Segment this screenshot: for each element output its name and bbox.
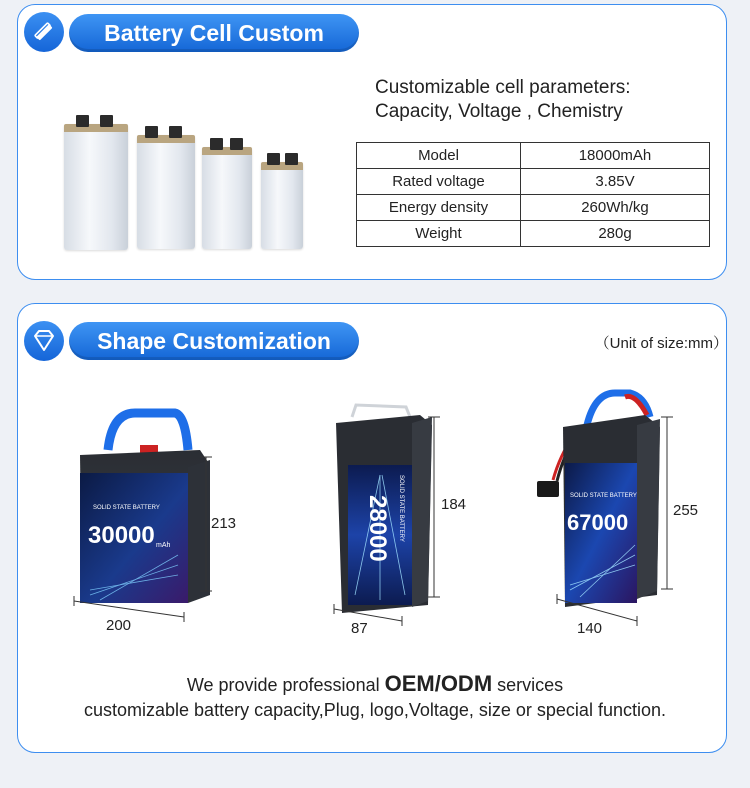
spec-value: 3.85V <box>521 169 710 195</box>
spec-value: 280g <box>521 221 710 247</box>
spec-key: Rated voltage <box>357 169 521 195</box>
cell-small <box>261 162 303 249</box>
battery-2-brand: SOLID STATE BATTERY <box>398 475 404 542</box>
battery-3-brand: SOLID STATE BATTERY <box>570 493 637 499</box>
footer-line-2: customizable battery capacity,Plug, logo,Voltage, size or special function. <box>84 700 666 720</box>
cell-parameters-text <box>375 76 631 124</box>
params-line-2: Capacity, Voltage , Chemistry <box>375 101 623 122</box>
battery-28000 <box>320 395 450 630</box>
spec-key: Model <box>357 143 521 169</box>
cell-large <box>64 124 128 250</box>
table-row <box>357 195 710 221</box>
table-row <box>357 169 710 195</box>
spec-key: Weight <box>357 221 521 247</box>
spec-value: 18000mAh <box>521 143 710 169</box>
cell-medium <box>202 147 252 249</box>
spec-value: 260Wh/kg <box>521 195 710 221</box>
footer-line-1 <box>0 671 750 697</box>
unit-note: （Unit of size:mm） <box>594 335 728 352</box>
diamond-icon <box>24 321 64 361</box>
battery-2-height: 184 <box>441 496 467 513</box>
footer-bold: OEM/ODM <box>384 671 493 696</box>
footer-post: services <box>492 675 564 695</box>
section-title-shape: Shape Customization <box>69 322 359 360</box>
battery-1-brand: SOLID STATE BATTERY <box>93 505 160 511</box>
table-row <box>357 143 710 169</box>
battery-2-capacity: 28000 <box>364 495 391 562</box>
spec-table <box>356 142 710 247</box>
footer-pre: We provide professional <box>186 675 385 695</box>
battery-3-height: 255 <box>673 502 699 519</box>
battery-3-width: 140 <box>577 620 603 637</box>
params-line-1: Customizable cell parameters: <box>375 77 631 98</box>
table-row <box>357 221 710 247</box>
battery-2-width: 87 <box>351 620 368 637</box>
svg-text:mAh: mAh <box>156 542 171 549</box>
cell-medium-large <box>137 135 195 249</box>
spec-key: Energy density <box>357 195 521 221</box>
section-title-cell: Battery Cell Custom <box>69 14 359 52</box>
battery-1-height: 213 <box>211 515 237 532</box>
battery-1-capacity: 30000 <box>88 522 155 549</box>
pencil-ruler-icon <box>24 12 64 52</box>
battery-1-width: 200 <box>106 617 132 634</box>
battery-3-capacity: 67000 <box>567 510 629 535</box>
